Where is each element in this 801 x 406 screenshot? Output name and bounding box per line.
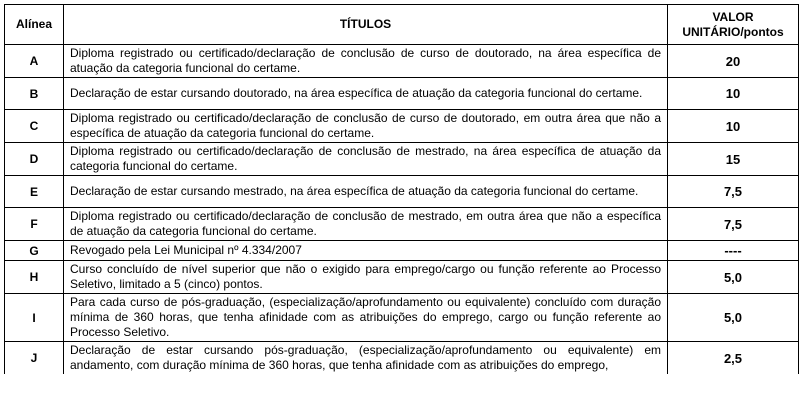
- table-row: [5, 294, 799, 342]
- row-title: Curso concluído de nível superior que não o exigido para emprego/cargo ou função referente ao Processo Seletivo, limitado a 5 (cinco) pontos.: [64, 261, 668, 294]
- row-value: 10: [668, 78, 799, 110]
- table-row: [5, 143, 799, 176]
- table-row: [5, 208, 799, 241]
- header-valor: [668, 5, 799, 45]
- row-title: Diploma registrado ou certificado/declaração de conclusão de curso de doutorado, na área específica de atuação da categoria funcional do certame.: [64, 45, 668, 78]
- table-row: [5, 110, 799, 143]
- row-title: Revogado pela Lei Municipal nº 4.334/2007: [64, 241, 668, 261]
- row-title: Declaração de estar cursando doutorado, na área específica de atuação da categoria funcional do certame.: [64, 78, 668, 110]
- row-letter: J: [5, 342, 64, 375]
- header-titulos: TÍTULOS: [64, 5, 668, 45]
- header-valor-line2: UNITÁRIO/pontos: [682, 24, 784, 39]
- row-title: Diploma registrado ou certificado/declaração de conclusão de curso de doutorado, em outra área que não a específica de atuação da categoria funcional do certame.: [64, 110, 668, 143]
- table-row: [5, 261, 799, 294]
- row-title: Diploma registrado ou certificado/declaração de conclusão de mestrado, em outra área que não a específica de atuação da categoria funcional do certame.: [64, 208, 668, 241]
- row-title: Para cada curso de pós-graduação, (especialização/aprofundamento ou equivalente) concluído com duração mínima de 360 horas, que tenha afinidade com as atribuições do emprego, cargo ou função referente ao Processo Seletivo.: [64, 294, 668, 342]
- row-value: 5,0: [668, 261, 799, 294]
- table-row: [5, 78, 799, 110]
- header-alinea: Alínea: [5, 5, 64, 45]
- row-title: Declaração de estar cursando pós-graduação, (especialização/aprofundamento ou equivalente) em andamento, com duração mínima de 360 horas, que tenha afinidade com as atribuições do emprego,: [64, 342, 668, 375]
- header-valor-line1: VALOR: [712, 9, 754, 24]
- table-row: [5, 342, 799, 375]
- table-row: [5, 45, 799, 78]
- row-value: ----: [668, 241, 799, 261]
- row-title: Declaração de estar cursando mestrado, na área específica de atuação da categoria funcional do certame.: [64, 176, 668, 208]
- row-letter: H: [5, 261, 64, 294]
- row-letter: D: [5, 143, 64, 176]
- table-row: [5, 176, 799, 208]
- row-letter: I: [5, 294, 64, 342]
- row-value: 2,5: [668, 342, 799, 375]
- row-letter: C: [5, 110, 64, 143]
- row-value: 20: [668, 45, 799, 78]
- row-letter: F: [5, 208, 64, 241]
- titles-table: [4, 4, 799, 374]
- row-value: 5,0: [668, 294, 799, 342]
- table-header-row: [5, 5, 799, 45]
- row-letter: B: [5, 78, 64, 110]
- titles-table-container: [4, 4, 799, 374]
- row-letter: A: [5, 45, 64, 78]
- row-value: 15: [668, 143, 799, 176]
- row-letter: E: [5, 176, 64, 208]
- table-row: [5, 241, 799, 261]
- row-value: 7,5: [668, 176, 799, 208]
- row-title: Diploma registrado ou certificado/declaração de conclusão de mestrado, na área específica de atuação da categoria funcional do certame.: [64, 143, 668, 176]
- row-letter: G: [5, 241, 64, 261]
- row-value: 7,5: [668, 208, 799, 241]
- row-value: 10: [668, 110, 799, 143]
